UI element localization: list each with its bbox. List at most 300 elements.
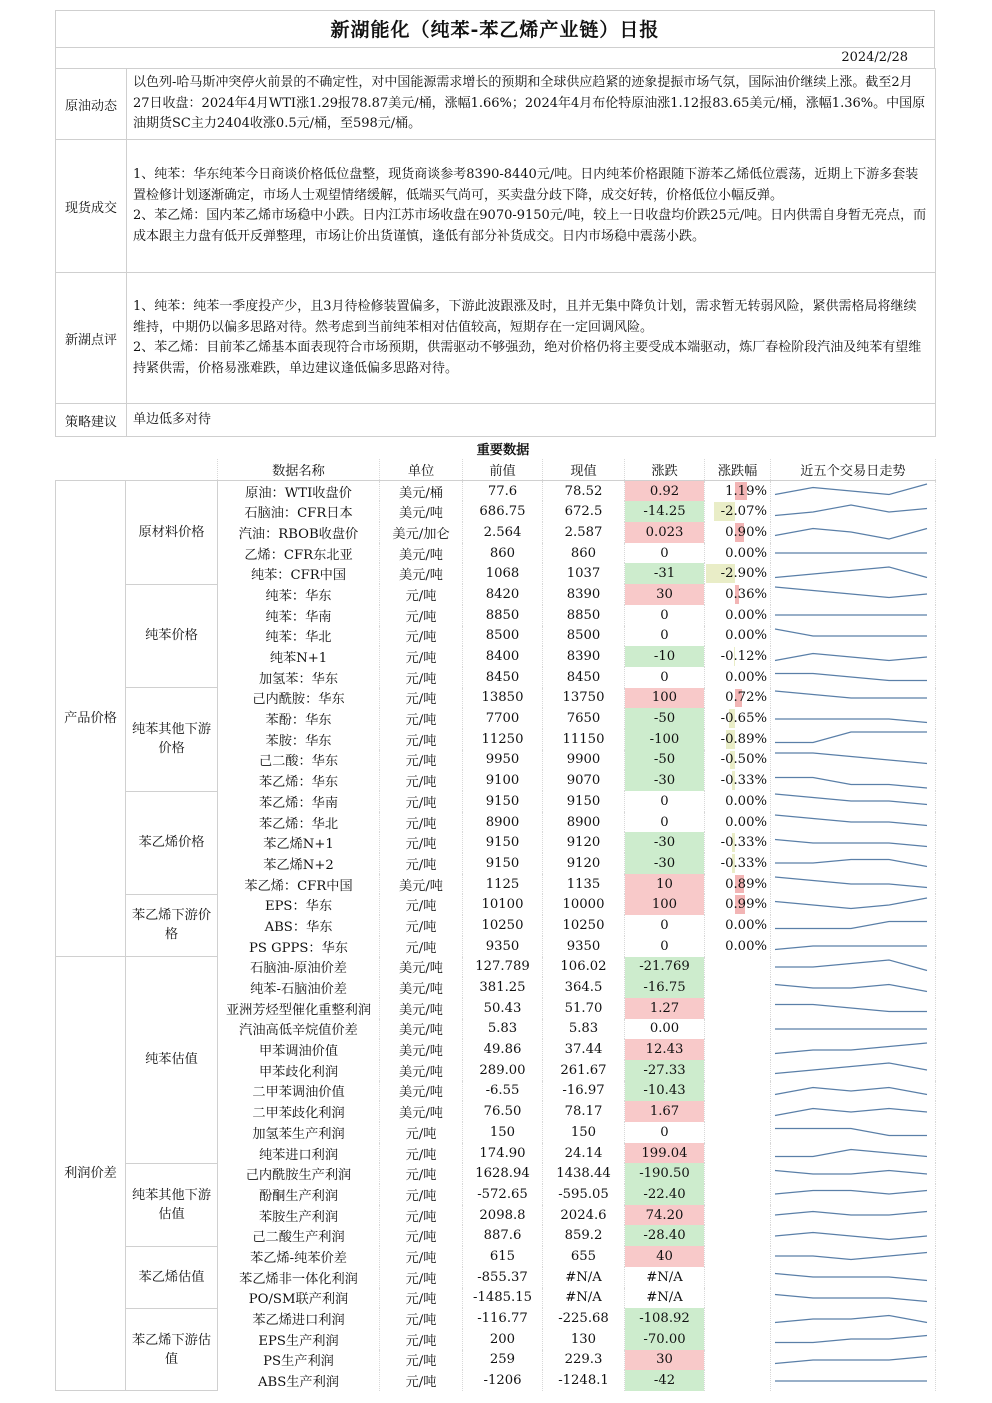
row-curr: 261.67: [543, 1060, 625, 1081]
row-change-pct: [705, 501, 771, 522]
row-unit: 美元/桶: [380, 480, 463, 501]
row-prev: 127.789: [463, 957, 543, 978]
row-prev: 8500: [463, 626, 543, 647]
row-prev: 13850: [463, 688, 543, 709]
row-change: #N/A: [625, 1267, 705, 1288]
row-trend: [771, 1101, 936, 1122]
row-curr: 9150: [543, 791, 625, 812]
row-curr: 9350: [543, 936, 625, 957]
row-name: 苯乙烯：华北: [218, 812, 380, 833]
column-header: 涨跌: [625, 459, 705, 480]
section-label: 新湖点评: [56, 273, 127, 404]
row-unit: 美元/吨: [380, 1039, 463, 1060]
trend-sparkline: [771, 854, 931, 872]
row-trend: [771, 729, 936, 750]
row-unit: 元/吨: [380, 605, 463, 626]
row-change: -16.75: [625, 977, 705, 998]
row-trend: [771, 977, 936, 998]
row-curr: 8900: [543, 812, 625, 833]
trend-sparkline: [771, 689, 931, 707]
row-curr: 1438.44: [543, 1163, 625, 1184]
subgroup-label: 纯苯其他下游价格: [126, 688, 218, 791]
row-change-pct: [705, 563, 771, 584]
row-trend: [771, 957, 936, 978]
row-change: 100: [625, 688, 705, 709]
row-unit: 美元/吨: [380, 1101, 463, 1122]
row-change-pct-text: 0.00%: [725, 628, 767, 644]
row-curr: -16.97: [543, 1081, 625, 1102]
row-name: 苯胺生产利润: [218, 1205, 380, 1226]
trend-sparkline: [771, 1144, 931, 1162]
row-name: 二甲苯调油价值: [218, 1081, 380, 1102]
row-curr: 2.587: [543, 522, 625, 543]
row-change-pct-text: 0.00%: [725, 814, 767, 830]
row-curr: 860: [543, 543, 625, 564]
row-unit: 美元/吨: [380, 1081, 463, 1102]
row-unit: 美元/加仑: [380, 522, 463, 543]
row-change-pct: [705, 1267, 771, 1288]
row-curr: -225.68: [543, 1308, 625, 1329]
trend-sparkline: [771, 1020, 931, 1038]
row-trend: [771, 1019, 936, 1040]
row-curr: 655: [543, 1246, 625, 1267]
row-unit: 元/吨: [380, 646, 463, 667]
row-change-pct-text: 0.00%: [725, 793, 767, 809]
row-name: 甲苯歧化利润: [218, 1060, 380, 1081]
row-change: 0.023: [625, 522, 705, 543]
section-label: 策略建议: [56, 404, 127, 437]
row-name: 汽油高低辛烷值价差: [218, 1019, 380, 1040]
row-change-pct: [705, 1039, 771, 1060]
row-prev: 1125: [463, 874, 543, 895]
row-change: 199.04: [625, 1143, 705, 1164]
row-curr: 9120: [543, 832, 625, 853]
row-change-pct-text: -0.65%: [720, 711, 767, 727]
row-change-pct-text: -2.90%: [720, 566, 767, 582]
trend-sparkline: [771, 523, 931, 541]
row-unit: 元/吨: [380, 936, 463, 957]
row-change-pct-text: 0.00%: [725, 545, 767, 561]
row-prev: 11250: [463, 729, 543, 750]
row-trend: [771, 1143, 936, 1164]
row-trend: [771, 1205, 936, 1226]
paragraph: 1、纯苯：华东纯苯今日商谈价格低位盘整，现货商谈参考8390-8440元/吨。日内纯苯价格跟随下游苯乙烯低位震荡，近期上下游多套装置检修计划逐渐确定，市场人士观望情绪缓解，低端买气尚可，买卖盘分歧下降，成交好转，价格低位小幅反弹。: [133, 167, 919, 203]
trend-sparkline: [771, 751, 931, 769]
row-prev: 49.86: [463, 1039, 543, 1060]
row-name: EPS生产利润: [218, 1329, 380, 1350]
subgroup-label: 纯苯价格: [126, 584, 218, 687]
data-row: [56, 1163, 936, 1184]
row-name: 苯乙烯：CFR中国: [218, 874, 380, 895]
row-change-pct-text: -2.07%: [720, 504, 767, 520]
report-title: 新湖能化（纯苯-苯乙烯产业链）日报: [55, 10, 935, 48]
row-change-pct-text: 0.89%: [725, 876, 767, 892]
section-crude: [56, 69, 936, 140]
row-name: 原油：WTI收盘价: [218, 480, 380, 501]
row-trend: [771, 832, 936, 853]
row-change: -42: [625, 1370, 705, 1391]
row-unit: 美元/吨: [380, 957, 463, 978]
row-curr: 78.52: [543, 480, 625, 501]
row-prev: 50.43: [463, 998, 543, 1019]
row-change: 100: [625, 894, 705, 915]
subgroup-label: 纯苯其他下游估值: [126, 1163, 218, 1246]
row-prev: 174.90: [463, 1143, 543, 1164]
row-curr: 1037: [543, 563, 625, 584]
row-curr: #N/A: [543, 1267, 625, 1288]
trend-sparkline: [771, 1082, 931, 1100]
data-table-title: 重要数据: [476, 442, 530, 458]
row-unit: 元/吨: [380, 584, 463, 605]
row-curr: 364.5: [543, 977, 625, 998]
row-unit: 元/吨: [380, 1184, 463, 1205]
row-unit: 元/吨: [380, 812, 463, 833]
row-change: 0: [625, 936, 705, 957]
row-trend: [771, 1163, 936, 1184]
row-change-pct: [705, 874, 771, 895]
row-change-pct: [705, 936, 771, 957]
row-change: 12.43: [625, 1039, 705, 1060]
row-change-pct: [705, 1329, 771, 1350]
section-body: [127, 140, 936, 273]
group-label: 利润价差: [56, 957, 126, 1391]
row-name: 石脑油：CFR日本: [218, 501, 380, 522]
row-change-pct: [705, 1019, 771, 1040]
group-label: 产品价格: [56, 480, 126, 956]
row-curr: 11150: [543, 729, 625, 750]
trend-sparkline: [771, 1227, 931, 1245]
row-prev: 2.564: [463, 522, 543, 543]
row-curr: 2024.6: [543, 1205, 625, 1226]
row-trend: [771, 1122, 936, 1143]
row-change-pct-text: -0.12%: [720, 649, 767, 665]
row-unit: 元/吨: [380, 688, 463, 709]
section-spot: [56, 140, 936, 273]
row-prev: 9150: [463, 832, 543, 853]
row-trend: [771, 646, 936, 667]
row-prev: 2098.8: [463, 1205, 543, 1226]
row-change-pct-text: 0.90%: [725, 524, 767, 540]
row-trend: [771, 1267, 936, 1288]
row-prev: 887.6: [463, 1225, 543, 1246]
row-unit: 美元/吨: [380, 1060, 463, 1081]
trend-sparkline: [771, 565, 931, 583]
row-change-pct: [705, 1225, 771, 1246]
row-change-pct: [705, 791, 771, 812]
row-name: 二甲苯歧化利润: [218, 1101, 380, 1122]
trend-sparkline: [771, 606, 931, 624]
row-change-pct: [705, 1184, 771, 1205]
row-prev: 381.25: [463, 977, 543, 998]
row-curr: 130: [543, 1329, 625, 1350]
row-curr: 51.70: [543, 998, 625, 1019]
row-trend: [771, 915, 936, 936]
trend-sparkline: [771, 544, 931, 562]
row-trend: [771, 626, 936, 647]
row-change-pct: [705, 1205, 771, 1226]
row-prev: 76.50: [463, 1101, 543, 1122]
row-unit: 元/吨: [380, 729, 463, 750]
data-row: [56, 480, 936, 501]
row-prev: 5.83: [463, 1019, 543, 1040]
paragraph: 2、苯乙烯：国内苯乙烯市场稳中小跌。日内江苏市场收盘在9070-9150元/吨，较上一日收盘均价跌25元/吨。日内供需自身暂无亮点，而成本跟主力盘有低开反弹整理，市场让价出货谨慎，逢低有部分补货成交。日内市场稳中震荡小跌。: [133, 208, 927, 244]
row-change: -21.769: [625, 957, 705, 978]
row-trend: [771, 998, 936, 1019]
key-data-table: [55, 437, 935, 1391]
row-change-pct: [705, 605, 771, 626]
row-name: PS GPPS：华东: [218, 936, 380, 957]
trend-sparkline: [771, 1123, 931, 1141]
row-prev: -6.55: [463, 1081, 543, 1102]
column-header: 近五个交易日走势: [771, 459, 936, 480]
row-unit: 美元/吨: [380, 874, 463, 895]
row-trend: [771, 1060, 936, 1081]
row-change-pct-text: 0.00%: [725, 669, 767, 685]
row-change: 1.27: [625, 998, 705, 1019]
row-name: ABS：华东: [218, 915, 380, 936]
row-name: ABS生产利润: [218, 1370, 380, 1391]
row-trend: [771, 936, 936, 957]
row-prev: 9100: [463, 770, 543, 791]
row-trend: [771, 688, 936, 709]
row-change: 0: [625, 915, 705, 936]
row-curr: #N/A: [543, 1288, 625, 1309]
row-trend: [771, 667, 936, 688]
row-change: 0: [625, 1122, 705, 1143]
row-change-pct: [705, 1122, 771, 1143]
column-header: 单位: [380, 459, 463, 480]
row-curr: 859.2: [543, 1225, 625, 1246]
row-prev: 8900: [463, 812, 543, 833]
subgroup-label: 纯苯估值: [126, 957, 218, 1164]
subgroup-label: 苯乙烯下游价格: [126, 894, 218, 956]
row-name: 纯苯进口利润: [218, 1143, 380, 1164]
row-trend: [771, 501, 936, 522]
row-prev: 9350: [463, 936, 543, 957]
row-trend: [771, 584, 936, 605]
row-name: 亚洲芳烃型催化重整利润: [218, 998, 380, 1019]
trend-sparkline: [771, 503, 931, 521]
trend-sparkline: [771, 1310, 931, 1328]
row-change-pct-text: 1.19%: [725, 483, 767, 499]
row-unit: 美元/吨: [380, 1019, 463, 1040]
paragraph: 单边低多对待: [133, 411, 212, 427]
row-change-pct-text: 0.00%: [725, 938, 767, 954]
trend-sparkline: [771, 999, 931, 1017]
row-unit: 元/吨: [380, 1370, 463, 1391]
row-change-pct-text: 0.72%: [725, 690, 767, 706]
row-unit: 元/吨: [380, 1205, 463, 1226]
trend-sparkline: [771, 792, 931, 810]
row-name: 汽油：RBOB收盘价: [218, 522, 380, 543]
row-change: -108.92: [625, 1308, 705, 1329]
row-name: 苯乙烯非一体化利润: [218, 1267, 380, 1288]
trend-sparkline: [771, 834, 931, 852]
row-change-pct: [705, 646, 771, 667]
row-prev: 8420: [463, 584, 543, 605]
row-prev: 615: [463, 1246, 543, 1267]
trend-sparkline: [771, 1372, 931, 1390]
data-row: [56, 584, 936, 605]
row-prev: -855.37: [463, 1267, 543, 1288]
row-trend: [771, 1288, 936, 1309]
row-curr: -595.05: [543, 1184, 625, 1205]
row-unit: 元/吨: [380, 1267, 463, 1288]
row-change: 0: [625, 812, 705, 833]
row-change-pct: [705, 1288, 771, 1309]
data-row: [56, 957, 936, 978]
row-name: 苯乙烯N+1: [218, 832, 380, 853]
row-curr: 8500: [543, 626, 625, 647]
trend-sparkline: [771, 648, 931, 666]
row-change-pct: [705, 1081, 771, 1102]
data-row: [56, 894, 936, 915]
section-strategy: [56, 404, 936, 437]
row-prev: 77.6: [463, 480, 543, 501]
row-trend: [771, 563, 936, 584]
row-trend: [771, 708, 936, 729]
row-curr: 78.17: [543, 1101, 625, 1122]
row-change: 74.20: [625, 1205, 705, 1226]
trend-sparkline: [771, 585, 931, 603]
row-prev: -1206: [463, 1370, 543, 1391]
section-body: [127, 69, 936, 140]
row-prev: 860: [463, 543, 543, 564]
row-curr: 8390: [543, 584, 625, 605]
row-unit: 元/吨: [380, 1350, 463, 1371]
row-prev: 289.00: [463, 1060, 543, 1081]
row-unit: 美元/吨: [380, 977, 463, 998]
row-unit: 元/吨: [380, 915, 463, 936]
row-change: 0.00: [625, 1019, 705, 1040]
data-row: [56, 688, 936, 709]
row-change: 0: [625, 791, 705, 812]
row-name: 纯苯：华南: [218, 605, 380, 626]
row-change: 0: [625, 543, 705, 564]
row-curr: 106.02: [543, 957, 625, 978]
row-change-pct: [705, 626, 771, 647]
row-name: 石脑油-原油价差: [218, 957, 380, 978]
row-curr: 13750: [543, 688, 625, 709]
subgroup-label: 苯乙烯下游估值: [126, 1308, 218, 1391]
row-change-pct: [705, 1101, 771, 1122]
row-trend: [771, 750, 936, 771]
trend-sparkline: [771, 1289, 931, 1307]
row-change-pct: [705, 543, 771, 564]
paragraph: 2、苯乙烯：目前苯乙烯基本面表现符合市场预期，供需驱动不够强劲，绝对价格仍将主要受成本端驱动，炼厂春检阶段汽油及纯苯有望维持紧供需，价格易涨难跌，单边建议逢低偏多思路对待。: [133, 340, 922, 376]
row-unit: 元/吨: [380, 770, 463, 791]
row-name: PS生产利润: [218, 1350, 380, 1371]
section-label: 现货成交: [56, 140, 127, 273]
trend-sparkline: [771, 1185, 931, 1203]
section-body: [127, 273, 936, 404]
row-prev: 10100: [463, 894, 543, 915]
trend-sparkline: [771, 1268, 931, 1286]
paragraph: 以色列-哈马斯冲突停火前景的不确定性，对中国能源需求增长的预期和全球供应趋紧的迹象提振市场气氛，国际油价继续上涨。截至2月27日收盘：2024年4月WTI涨1.29报78.87美元/桶，涨幅1.66%；2024年4月布伦特原油涨1.12报83.65美元/桶，涨幅1.36%。中国原油期货SC主力2404收涨0.5元/桶，至598元/桶。: [133, 75, 926, 132]
trend-sparkline: [771, 1206, 931, 1224]
trend-sparkline: [771, 1351, 931, 1369]
row-change-pct-text: 0.99%: [725, 897, 767, 913]
section-label: 原油动态: [56, 69, 127, 140]
row-prev: 10250: [463, 915, 543, 936]
row-name: 加氢苯：华东: [218, 667, 380, 688]
row-change-pct: [705, 832, 771, 853]
row-name: 苯乙烯N+2: [218, 853, 380, 874]
trend-sparkline: [771, 896, 931, 914]
row-trend: [771, 1039, 936, 1060]
row-change: 30: [625, 584, 705, 605]
row-name: 纯苯：华北: [218, 626, 380, 647]
row-prev: 1068: [463, 563, 543, 584]
row-curr: 10000: [543, 894, 625, 915]
row-trend: [771, 812, 936, 833]
row-unit: 元/吨: [380, 1288, 463, 1309]
trend-sparkline: [771, 730, 931, 748]
row-unit: 元/吨: [380, 894, 463, 915]
row-trend: [771, 1370, 936, 1391]
row-name: 纯苯N+1: [218, 646, 380, 667]
row-prev: -116.77: [463, 1308, 543, 1329]
row-change-pct: [705, 977, 771, 998]
column-header: 前值: [463, 459, 543, 480]
row-unit: 元/吨: [380, 1122, 463, 1143]
row-name: 甲苯调油价值: [218, 1039, 380, 1060]
row-change: 0: [625, 605, 705, 626]
row-change-pct: [705, 1350, 771, 1371]
row-name: 苯胺：华东: [218, 729, 380, 750]
row-trend: [771, 543, 936, 564]
row-change: -70.00: [625, 1329, 705, 1350]
row-change: -30: [625, 770, 705, 791]
row-curr: 229.3: [543, 1350, 625, 1371]
trend-sparkline: [771, 772, 931, 790]
data-row: [56, 791, 936, 812]
row-change-pct-text: -0.33%: [720, 773, 767, 789]
trend-sparkline: [771, 627, 931, 645]
row-curr: 150: [543, 1122, 625, 1143]
row-prev: 8850: [463, 605, 543, 626]
trend-sparkline: [771, 1061, 931, 1079]
row-trend: [771, 791, 936, 812]
row-change: 10: [625, 874, 705, 895]
row-change: -31: [625, 563, 705, 584]
row-change-pct: [705, 584, 771, 605]
data-row: [56, 1246, 936, 1267]
row-change-pct: [705, 1370, 771, 1391]
subgroup-label: 苯乙烯价格: [126, 791, 218, 894]
row-unit: 美元/吨: [380, 543, 463, 564]
row-change: 40: [625, 1246, 705, 1267]
row-unit: 元/吨: [380, 1163, 463, 1184]
row-name: 己内酰胺：华东: [218, 688, 380, 709]
row-change-pct-text: 0.36%: [725, 586, 767, 602]
row-curr: 9120: [543, 853, 625, 874]
row-change-pct-text: 0.00%: [725, 917, 767, 933]
row-change: -50: [625, 708, 705, 729]
row-change: 0: [625, 626, 705, 647]
row-change: 30: [625, 1350, 705, 1371]
row-change: -30: [625, 832, 705, 853]
row-prev: 200: [463, 1329, 543, 1350]
row-trend: [771, 874, 936, 895]
row-change: 1.67: [625, 1101, 705, 1122]
row-curr: 10250: [543, 915, 625, 936]
row-name: 纯苯：华东: [218, 584, 380, 605]
row-unit: 元/吨: [380, 1246, 463, 1267]
row-change-pct: [705, 812, 771, 833]
row-change-pct: [705, 667, 771, 688]
row-curr: 7650: [543, 708, 625, 729]
